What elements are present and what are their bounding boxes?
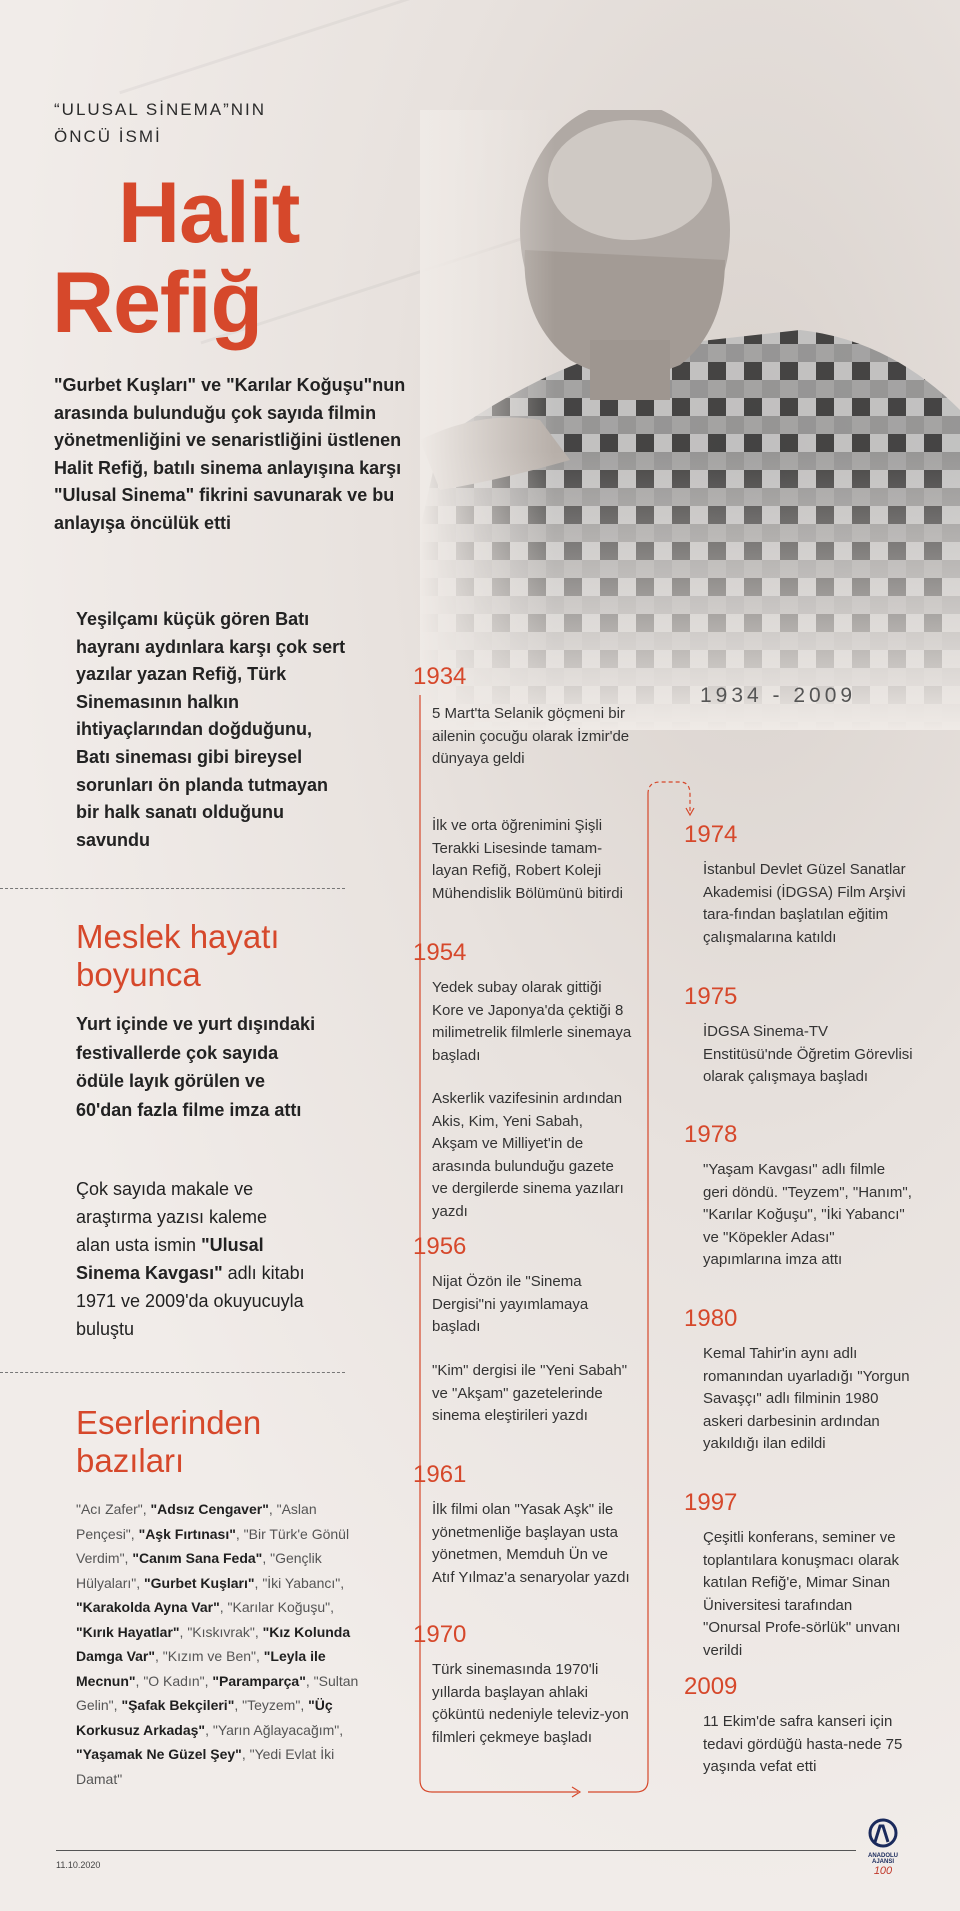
timeline-text-1934b: İlk ve orta öğrenimini Şişli Terakki Lisesinde tamam-layan Refiğ, Robert Koleji Mühendislik Bölümünü bitirdi bbox=[432, 817, 623, 902]
career-text bbox=[76, 1175, 306, 1343]
section-divider bbox=[0, 888, 345, 889]
career-highlight: Yurt içinde ve yurt dışındaki festivallerde çok sayıda ödüle layık görülen ve 60'dan fazla filme imza attı bbox=[76, 1014, 316, 1120]
work-item: "Paramparça" bbox=[212, 1672, 306, 1689]
timeline-text-1954a: Yedek subay olarak gittiği Kore ve Japonya'da çektiği 8 milimetrelik filmlerle sinemaya başladı bbox=[432, 979, 632, 1064]
work-item: "Karakolda Ayna Var" bbox=[76, 1599, 220, 1615]
timeline-text-1974: İstanbul Devlet Güzel Sanatlar Akademisi (İDGSA) Film Arşivi tara-fından başlatılan eğitim çalışmalarına katıldı bbox=[703, 861, 906, 946]
title-first-name: Halit bbox=[118, 165, 300, 261]
timeline-text-2009: 11 Ekim'de safra kanseri için tedavi gördüğü hasta-nede 75 yaşında vefat etti bbox=[703, 1713, 903, 1775]
aa-logo-icon bbox=[866, 1818, 900, 1848]
portrait-photo bbox=[420, 110, 960, 730]
work-item: "İki Yabancı" bbox=[262, 1574, 341, 1591]
career-text-prefix: Çok sayıda makale ve araştırma yazısı kaleme alan usta ismin bbox=[76, 1179, 268, 1255]
anadolu-agency-logo bbox=[858, 1818, 908, 1880]
work-item: "Kızım ve Ben" bbox=[162, 1648, 256, 1664]
book-title: "Ulusal Sinema Kavgası" bbox=[76, 1235, 264, 1283]
work-item: "Üç Korkusuz Arkadaş" bbox=[76, 1697, 333, 1738]
work-item: "Teyzem" bbox=[242, 1697, 301, 1713]
footer-rule bbox=[56, 1850, 856, 1851]
timeline-year-1954: 1954 bbox=[413, 939, 467, 966]
work-item: "Kıskıvrak" bbox=[187, 1623, 255, 1640]
timeline-text-1970: Türk sinemasında 1970'li yıllarda başlayan ahlaki çöküntü nedeniyle televiz-yon filmleri çekmeye başladı bbox=[432, 1661, 629, 1746]
work-item: "Gençlik Hülyaları" bbox=[76, 1550, 322, 1591]
quote-text: Yeşilçamı küçük gören Batı hayranı aydınlara karşı çok sert yazılar yazan Refiğ, Türk Sinemasının halkın ihtiyaçlarından doğduğunu, Batı sineması gibi bireysel sorunları ön planda tutmayan bir halk sanatı olduğunu savundu bbox=[76, 609, 346, 850]
timeline-text-1997: Çeşitli konferans, seminer ve toplantılara konuşmacı olarak katılan Refiğ'e, Mimar Sinan Üniversitesi tarafından "Onursal Profe-sörlük" unvanı verildi bbox=[703, 1529, 901, 1659]
work-item: "Yarın Ağlayacağım" bbox=[212, 1721, 340, 1738]
timeline-year-1980: 1980 bbox=[684, 1305, 738, 1332]
timeline-year-1934: 1934 bbox=[413, 663, 467, 690]
work-item: "Gurbet Kuşları" bbox=[144, 1574, 255, 1591]
work-item: "Aşk Fırtınası" bbox=[138, 1525, 236, 1542]
work-item: "Kız Kolunda Damga Var" bbox=[76, 1623, 351, 1664]
work-item: "Kırık Hayatlar" bbox=[76, 1623, 180, 1640]
work-item: "O Kadın" bbox=[143, 1672, 205, 1689]
timeline-text-1956a: Nijat Özön ile "Sinema Dergisi"ni yayımlamaya başladı bbox=[432, 1273, 589, 1335]
timeline-year-1997: 1997 bbox=[684, 1489, 738, 1516]
kicker bbox=[54, 96, 314, 150]
timeline-text-1980: Kemal Tahir'in aynı adlı romanından uyarladığı "Yorgun Savaşçı" adlı filminin 1980 askeri darbesinin ardından yakıldığı ilan edildi bbox=[703, 1345, 910, 1452]
career-text-suffix: adlı kitabı 1971 ve 2009'da okuyucuyla buluştu bbox=[76, 1263, 305, 1339]
work-item: "Leyla ile Mecnun" bbox=[76, 1648, 326, 1689]
publish-date: 11.10.2020 bbox=[56, 1860, 101, 1870]
career-title: Meslek hayatı boyunca bbox=[76, 918, 280, 993]
section-divider bbox=[0, 1372, 345, 1373]
work-item: "Acı Zafer" bbox=[76, 1501, 143, 1517]
timeline-text-1956b: "Kim" dergisi ile "Yeni Sabah" ve "Akşam" gazetelerinde sinema eleştirileri yazdı bbox=[432, 1362, 628, 1424]
work-item: "Bir Türk'e Gönül Verdim" bbox=[76, 1525, 350, 1566]
intro-text: "Gurbet Kuşları" ve "Karılar Koğuşu"nun arasında bulunduğu çok sayıda filmin yönetmenliğini ve senaristliğini üstlenen Halit Refiğ, batılı sinema anlayışına karşı "Ulusal Sinema" fikrini savunarak ve bu anlayışa öncülük etti bbox=[54, 375, 406, 533]
work-item: "Şafak Bekçileri" bbox=[121, 1697, 235, 1713]
timeline-year-1961: 1961 bbox=[413, 1461, 467, 1488]
timeline-text-1954b: Askerlik vazifesinin ardından Akis, Kim, Yeni Sabah, Akşam ve Milliyet'in de arasında bulunduğu gazete ve dergilerde sinema yazıları yazdı bbox=[432, 1090, 624, 1220]
kicker-line-1: “ULUSAL SİNEMA”NIN bbox=[54, 100, 267, 119]
page-title bbox=[52, 165, 300, 351]
timeline-text-1978: "Yaşam Kavgası" adlı filmle geri döndü. "Teyzem", "Hanım", "Karılar Koğuşu", "İki Yabancı" ve "Köpekler Adası" yapımlarına imza attı bbox=[703, 1161, 912, 1268]
aa-logo-name: ANADOLU AJANSI bbox=[868, 1853, 898, 1865]
work-item: "Adsız Cengaver" bbox=[150, 1501, 269, 1517]
kicker-line-2: ÖNCÜ İSMİ bbox=[54, 127, 162, 146]
timeline-text-1961: İlk filmi olan "Yasak Aşk" ile yönetmenliğe başlayan usta yönetmen, Memduh Ün ve Atıf Yılmaz'a senaryolar yazdı bbox=[432, 1501, 630, 1586]
works-title: Eserlerinden bazıları bbox=[76, 1404, 262, 1479]
timeline-year-1978: 1978 bbox=[684, 1121, 738, 1148]
aa-logo-100: 100 bbox=[873, 1865, 893, 1877]
timeline-year-1974: 1974 bbox=[684, 821, 738, 848]
work-item: "Canım Sana Feda" bbox=[132, 1550, 263, 1566]
work-item: "Sultan Gelin" bbox=[76, 1672, 359, 1713]
work-item: "Aslan Pençesi" bbox=[76, 1501, 317, 1542]
work-item: "Yaşamak Ne Güzel Şey" bbox=[76, 1746, 242, 1762]
timeline-text-1934a: 5 Mart'ta Selanik göçmeni bir ailenin çocuğu olarak İzmir'de dünyaya geldi bbox=[432, 705, 630, 767]
timeline-year-1956: 1956 bbox=[413, 1233, 467, 1260]
work-item: "Yedi Evlat İki Damat" bbox=[76, 1746, 335, 1787]
title-last-name: Refiğ bbox=[52, 255, 262, 351]
life-years: 1934 - 2009 bbox=[700, 684, 857, 707]
timeline-text-1975: İDGSA Sinema-TV Enstitüsü'nde Öğretim Görevlisi olarak çalışmaya başladı bbox=[703, 1023, 913, 1085]
works-list: "Acı Zafer", "Adsız Cengaver", "Aslan Pençesi", "Aşk Fırtınası", "Bir Türk'e Gönül Verdim", "Canım Sana Feda", "Gençlik Hülyaları", "Gurbet Kuşları", "İki Yabancı", "Karakolda Ayna Var", "Karılar Koğuşu", "Kırık Hayatlar", "Kıskıvrak", "Kız Kolunda Damga Var", "Kızım ve Ben", "Leyla ile Mecnun", "O Kadın", "Paramparça", "Sultan Gelin", "Şafak Bekçileri", "Teyzem", "Üç Korkusuz Arkadaş", "Yarın Ağlayacağım", "Yaşamak Ne Güzel Şey", "Yedi Evlat İki Damat" bbox=[76, 1501, 359, 1787]
timeline-year-1970: 1970 bbox=[413, 1621, 467, 1648]
work-item: "Karılar Koğuşu" bbox=[227, 1599, 331, 1615]
timeline-year-1975: 1975 bbox=[684, 983, 738, 1010]
timeline-year-2009: 2009 bbox=[684, 1673, 738, 1700]
